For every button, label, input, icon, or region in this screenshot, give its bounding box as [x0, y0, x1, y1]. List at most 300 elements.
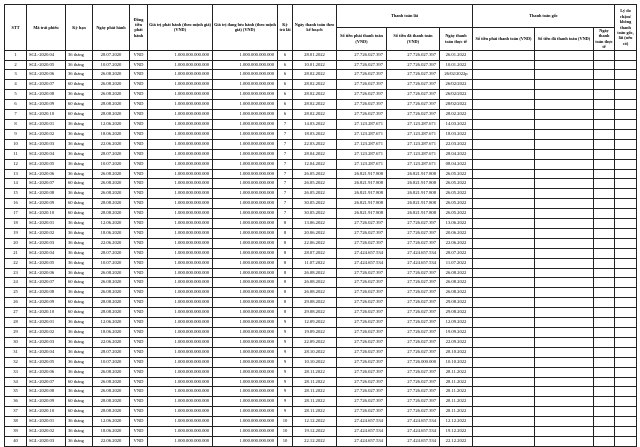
- interest-paid-cell: 27.726.027.397: [387, 367, 440, 377]
- currency-cell: VND: [130, 169, 148, 179]
- principal-due-cell: [473, 169, 535, 179]
- outstanding-value-cell: 1.000.000.000.000: [213, 199, 278, 209]
- principal-due-cell: [473, 268, 535, 278]
- principal-paid-cell: [535, 436, 594, 446]
- interest-actual-date-cell: 28.02.2022: [440, 110, 473, 120]
- planned-date-cell: 26.05.2022: [293, 189, 337, 199]
- table-row: [5, 60, 637, 70]
- principal-due-cell: [473, 119, 535, 129]
- interest-due-cell: 27.726.027.397: [337, 100, 387, 110]
- issued-value-cell: 1.000.000.000.000: [148, 80, 213, 90]
- bond-payment-table: [4, 4, 637, 447]
- delay-reason-cell: [615, 228, 637, 238]
- delay-reason-cell: [615, 139, 637, 149]
- bond-code-cell: SGL-2020.05: [27, 159, 66, 169]
- principal-due-cell: [473, 397, 535, 407]
- delay-reason-cell: [615, 149, 637, 159]
- issue-date-cell: 10.07.2020: [93, 357, 130, 367]
- header-interest-due: Số tiền phải thanh toán (VND): [337, 28, 387, 51]
- issue-date-cell: 26.08.2020: [93, 70, 130, 80]
- interest-period-cell: 7: [278, 119, 293, 129]
- outstanding-value-cell: 1.000.000.000.000: [213, 119, 278, 129]
- interest-paid-cell: 27.726.027.397: [387, 407, 440, 417]
- issued-value-cell: 1.000.000.000.000: [148, 100, 213, 110]
- stt-cell: 3: [5, 70, 27, 80]
- interest-due-cell: 27.726.027.397: [337, 80, 387, 90]
- interest-paid-cell: 26.821.917.808: [387, 209, 440, 219]
- issue-date-cell: 28.07.2020: [93, 248, 130, 258]
- delay-reason-cell: [615, 367, 637, 377]
- planned-date-cell: 26.05.2022: [293, 179, 337, 189]
- principal-due-cell: [473, 149, 535, 159]
- term-cell: 36 tháng: [66, 70, 93, 80]
- table-row: [5, 357, 637, 367]
- interest-due-cell: 27.424.657.534: [337, 436, 387, 446]
- interest-paid-cell: 27.123.287.671: [387, 129, 440, 139]
- planned-date-cell: 28.11.2022: [293, 397, 337, 407]
- interest-paid-cell: 27.726.027.397: [387, 219, 440, 229]
- interest-actual-date-cell: 28.07.2022: [440, 248, 473, 258]
- stt-cell: 12: [5, 159, 27, 169]
- header-planned-date: Ngày thanh toán theo kế hoạch: [293, 5, 337, 51]
- issued-value-cell: 1.000.000.000.000: [148, 179, 213, 189]
- issue-date-cell: 26.08.2020: [93, 189, 130, 199]
- principal-paid-cell: [535, 288, 594, 298]
- issue-date-cell: 10.07.2020: [93, 60, 130, 70]
- issued-value-cell: 1.000.000.000.000: [148, 298, 213, 308]
- issued-value-cell: 1.000.000.000.000: [148, 367, 213, 377]
- stt-cell: 29: [5, 328, 27, 338]
- header-interest-payment: Thanh toán lãi: [337, 5, 473, 28]
- term-cell: 60 tháng: [66, 199, 93, 209]
- principal-paid-cell: [535, 60, 594, 70]
- interest-paid-cell: 27.726.027.397: [387, 228, 440, 238]
- outstanding-value-cell: 1.000.000.000.000: [213, 169, 278, 179]
- principal-paid-cell: [535, 159, 594, 169]
- term-cell: 60 tháng: [66, 298, 93, 308]
- issued-value-cell: 1.000.000.000.000: [148, 308, 213, 318]
- table-row: [5, 110, 637, 120]
- issue-date-cell: 26.08.2020: [93, 268, 130, 278]
- interest-due-cell: 27.123.287.671: [337, 129, 387, 139]
- principal-actual-date-cell: [594, 258, 615, 268]
- currency-cell: VND: [130, 60, 148, 70]
- stt-cell: 35: [5, 387, 27, 397]
- interest-period-cell: 9: [278, 407, 293, 417]
- delay-reason-cell: [615, 179, 637, 189]
- interest-period-cell: 7: [278, 169, 293, 179]
- interest-actual-date-cell: 26.05.2022: [440, 199, 473, 209]
- principal-actual-date-cell: [594, 357, 615, 367]
- currency-cell: VND: [130, 149, 148, 159]
- stt-cell: 7: [5, 110, 27, 120]
- interest-due-cell: 27.726.027.397: [337, 278, 387, 288]
- interest-due-cell: 27.424.657.534: [337, 248, 387, 258]
- principal-paid-cell: [535, 258, 594, 268]
- currency-cell: VND: [130, 199, 148, 209]
- outstanding-value-cell: 1.000.000.000.000: [213, 278, 278, 288]
- interest-period-cell: 9: [278, 377, 293, 387]
- outstanding-value-cell: 1.000.000.000.000: [213, 436, 278, 446]
- planned-date-cell: 28.04.2022: [293, 149, 337, 159]
- issue-date-cell: 18.06.2020: [93, 328, 130, 338]
- bond-code-cell: SGL-2020.04: [27, 248, 66, 258]
- issue-date-cell: 26.08.2020: [93, 278, 130, 288]
- issue-date-cell: 28.08.2020: [93, 397, 130, 407]
- header-currency: Đồng tiền phát hành: [130, 5, 148, 51]
- issue-date-cell: 18.06.2020: [93, 427, 130, 437]
- term-cell: 60 tháng: [66, 209, 93, 219]
- planned-date-cell: 22.12.2022: [293, 436, 337, 446]
- outstanding-value-cell: 1.000.000.000.000: [213, 189, 278, 199]
- term-cell: 60 tháng: [66, 308, 93, 318]
- outstanding-value-cell: 1.000.000.000.000: [213, 60, 278, 70]
- stt-cell: 21: [5, 248, 27, 258]
- stt-cell: 37: [5, 407, 27, 417]
- principal-actual-date-cell: [594, 328, 615, 338]
- principal-paid-cell: [535, 228, 594, 238]
- currency-cell: VND: [130, 189, 148, 199]
- principal-due-cell: [473, 427, 535, 437]
- bond-code-cell: SGL-2020.09: [27, 199, 66, 209]
- delay-reason-cell: [615, 436, 637, 446]
- interest-paid-cell: 26.821.917.808: [387, 179, 440, 189]
- interest-actual-date-cell: 19.09.2022: [440, 328, 473, 338]
- issue-date-cell: 22.06.2020: [93, 139, 130, 149]
- principal-actual-date-cell: [594, 209, 615, 219]
- principal-due-cell: [473, 189, 535, 199]
- currency-cell: VND: [130, 337, 148, 347]
- principal-actual-date-cell: [594, 179, 615, 189]
- header-principal-paid: Số tiền đã thanh toán (VND): [535, 28, 594, 51]
- interest-due-cell: 27.123.287.671: [337, 139, 387, 149]
- delay-reason-cell: [615, 209, 637, 219]
- term-cell: 36 tháng: [66, 328, 93, 338]
- issued-value-cell: 1.000.000.000.000: [148, 288, 213, 298]
- planned-date-cell: 30.05.2022: [293, 199, 337, 209]
- interest-period-cell: 9: [278, 328, 293, 338]
- table-row: [5, 169, 637, 179]
- issue-date-cell: 28.08.2020: [93, 308, 130, 318]
- bond-code-cell: SGL-2020.09: [27, 397, 66, 407]
- interest-due-cell: 27.424.657.534: [337, 258, 387, 268]
- planned-date-cell: 10.01.2022: [293, 60, 337, 70]
- table-row: [5, 328, 637, 338]
- interest-due-cell: 27.123.287.671: [337, 159, 387, 169]
- stt-cell: 8: [5, 119, 27, 129]
- outstanding-value-cell: 1.000.000.000.000: [213, 387, 278, 397]
- delay-reason-cell: [615, 119, 637, 129]
- principal-due-cell: [473, 100, 535, 110]
- bond-code-cell: SGL-2020.02: [27, 328, 66, 338]
- principal-due-cell: [473, 436, 535, 446]
- delay-reason-cell: [615, 318, 637, 328]
- delay-reason-cell: [615, 377, 637, 387]
- principal-paid-cell: [535, 347, 594, 357]
- interest-paid-cell: 27.726.027.397: [387, 337, 440, 347]
- interest-due-cell: 27.726.027.397: [337, 70, 387, 80]
- interest-period-cell: 6: [278, 50, 293, 60]
- principal-paid-cell: [535, 328, 594, 338]
- principal-actual-date-cell: [594, 139, 615, 149]
- interest-period-cell: 7: [278, 189, 293, 199]
- issue-date-cell: 12.06.2020: [93, 318, 130, 328]
- delay-reason-cell: [615, 219, 637, 229]
- delay-reason-cell: [615, 417, 637, 427]
- interest-period-cell: 7: [278, 159, 293, 169]
- principal-due-cell: [473, 367, 535, 377]
- planned-date-cell: 30.05.2022: [293, 209, 337, 219]
- delay-reason-cell: [615, 248, 637, 258]
- currency-cell: VND: [130, 407, 148, 417]
- issued-value-cell: 1.000.000.000.000: [148, 209, 213, 219]
- interest-period-cell: 7: [278, 179, 293, 189]
- table-row: [5, 427, 637, 437]
- principal-actual-date-cell: [594, 119, 615, 129]
- issued-value-cell: 1.000.000.000.000: [148, 407, 213, 417]
- currency-cell: VND: [130, 80, 148, 90]
- interest-period-cell: 6: [278, 100, 293, 110]
- interest-due-cell: 27.726.027.397: [337, 298, 387, 308]
- issue-date-cell: 22.06.2020: [93, 337, 130, 347]
- stt-cell: 33: [5, 367, 27, 377]
- interest-period-cell: 10: [278, 417, 293, 427]
- bond-code-cell: SGL-2020.05: [27, 357, 66, 367]
- interest-actual-date-cell: 28.11.2022: [440, 397, 473, 407]
- bond-code-cell: SGL-2020.06: [27, 367, 66, 377]
- term-cell: 36 tháng: [66, 119, 93, 129]
- stt-cell: 34: [5, 377, 27, 387]
- issued-value-cell: 1.000.000.000.000: [148, 50, 213, 60]
- interest-paid-cell: 27.726.027.397: [387, 298, 440, 308]
- principal-paid-cell: [535, 248, 594, 258]
- interest-paid-cell: 27.726.027.397: [387, 238, 440, 248]
- outstanding-value-cell: 1.000.000.000.000: [213, 407, 278, 417]
- term-cell: 36 tháng: [66, 139, 93, 149]
- interest-due-cell: 27.726.027.397: [337, 347, 387, 357]
- interest-actual-date-cell: 26.08.2022: [440, 288, 473, 298]
- interest-paid-cell: 27.424.657.534: [387, 258, 440, 268]
- interest-actual-date-cell: 26.08.2022: [440, 268, 473, 278]
- issued-value-cell: 1.000.000.000.000: [148, 90, 213, 100]
- interest-period-cell: 8: [278, 258, 293, 268]
- outstanding-value-cell: 1.000.000.000.000: [213, 377, 278, 387]
- table-row: [5, 129, 637, 139]
- principal-paid-cell: [535, 417, 594, 427]
- principal-actual-date-cell: [594, 367, 615, 377]
- principal-paid-cell: [535, 149, 594, 159]
- interest-due-cell: 27.123.287.671: [337, 119, 387, 129]
- bond-code-cell: SGL-2020.03: [27, 238, 66, 248]
- principal-paid-cell: [535, 169, 594, 179]
- issue-date-cell: 26.08.2020: [93, 288, 130, 298]
- outstanding-value-cell: 1.000.000.000.000: [213, 110, 278, 120]
- term-cell: 36 tháng: [66, 228, 93, 238]
- issued-value-cell: 1.000.000.000.000: [148, 169, 213, 179]
- header-principal-payment: Thanh toán gốc: [473, 5, 615, 28]
- bond-code-cell: SGL-2020.05: [27, 258, 66, 268]
- interest-due-cell: 27.726.027.397: [337, 238, 387, 248]
- interest-period-cell: 8: [278, 268, 293, 278]
- principal-actual-date-cell: [594, 347, 615, 357]
- outstanding-value-cell: 1.000.000.000.000: [213, 139, 278, 149]
- interest-due-cell: 27.726.027.397: [337, 50, 387, 60]
- table-row: [5, 159, 637, 169]
- planned-date-cell: 28.11.2022: [293, 377, 337, 387]
- currency-cell: VND: [130, 427, 148, 437]
- planned-date-cell: 19.09.2022: [293, 328, 337, 338]
- planned-date-cell: 28.02.2022: [293, 80, 337, 90]
- principal-due-cell: [473, 139, 535, 149]
- term-cell: 36 tháng: [66, 258, 93, 268]
- principal-due-cell: [473, 228, 535, 238]
- interest-due-cell: 27.726.027.397: [337, 308, 387, 318]
- issue-date-cell: 10.07.2020: [93, 258, 130, 268]
- currency-cell: VND: [130, 258, 148, 268]
- currency-cell: VND: [130, 139, 148, 149]
- bond-code-cell: SGL-2020.04: [27, 347, 66, 357]
- interest-period-cell: 8: [278, 228, 293, 238]
- delay-reason-cell: [615, 387, 637, 397]
- stt-cell: 32: [5, 357, 27, 367]
- bond-code-cell: SGL-2020.01: [27, 219, 66, 229]
- interest-period-cell: 8: [278, 298, 293, 308]
- interest-actual-date-cell: 22.09.2022: [440, 337, 473, 347]
- term-cell: 36 tháng: [66, 60, 93, 70]
- interest-actual-date-cell: 29.08.2022: [440, 308, 473, 318]
- principal-actual-date-cell: [594, 60, 615, 70]
- interest-due-cell: 27.123.287.671: [337, 149, 387, 159]
- principal-paid-cell: [535, 199, 594, 209]
- interest-paid-cell: 27.726.027.397: [387, 278, 440, 288]
- issued-value-cell: 1.000.000.000.000: [148, 149, 213, 159]
- issued-value-cell: 1.000.000.000.000: [148, 427, 213, 437]
- bond-code-cell: SGL-2020.03: [27, 139, 66, 149]
- interest-paid-cell: 27.123.287.671: [387, 159, 440, 169]
- delay-reason-cell: [615, 268, 637, 278]
- principal-due-cell: [473, 70, 535, 80]
- currency-cell: VND: [130, 288, 148, 298]
- interest-paid-cell: 27.726.027.397: [387, 377, 440, 387]
- issue-date-cell: 28.08.2020: [93, 298, 130, 308]
- principal-due-cell: [473, 288, 535, 298]
- principal-due-cell: [473, 258, 535, 268]
- interest-due-cell: 27.726.027.397: [337, 60, 387, 70]
- stt-cell: 36: [5, 397, 27, 407]
- interest-period-cell: 10: [278, 427, 293, 437]
- table-row: [5, 209, 637, 219]
- planned-date-cell: 26.05.2022: [293, 169, 337, 179]
- planned-date-cell: 29.08.2022: [293, 308, 337, 318]
- principal-due-cell: [473, 407, 535, 417]
- bond-payment-report: [4, 4, 636, 447]
- interest-paid-cell: 27.726.000.000: [387, 357, 440, 367]
- principal-paid-cell: [535, 377, 594, 387]
- delay-reason-cell: [615, 407, 637, 417]
- outstanding-value-cell: 1.000.000.000.000: [213, 129, 278, 139]
- stt-cell: 11: [5, 149, 27, 159]
- principal-due-cell: [473, 179, 535, 189]
- bond-code-cell: SGL-2020.01: [27, 318, 66, 328]
- issue-date-cell: 22.06.2020: [93, 436, 130, 446]
- planned-date-cell: 12.04.2022: [293, 159, 337, 169]
- planned-date-cell: 22.09.2022: [293, 337, 337, 347]
- delay-reason-cell: [615, 189, 637, 199]
- stt-cell: 40: [5, 436, 27, 446]
- principal-actual-date-cell: [594, 238, 615, 248]
- planned-date-cell: 28.02.2022: [293, 100, 337, 110]
- principal-actual-date-cell: [594, 436, 615, 446]
- principal-paid-cell: [535, 189, 594, 199]
- stt-cell: 16: [5, 199, 27, 209]
- bond-code-cell: SGL-2020.06: [27, 70, 66, 80]
- interest-actual-date-cell: 26/02/2022p: [440, 70, 473, 80]
- stt-cell: 2: [5, 60, 27, 70]
- table-row: [5, 347, 637, 357]
- currency-cell: VND: [130, 159, 148, 169]
- principal-due-cell: [473, 387, 535, 397]
- planned-date-cell: 28.11.2022: [293, 407, 337, 417]
- issue-date-cell: 26.08.2020: [93, 179, 130, 189]
- issued-value-cell: 1.000.000.000.000: [148, 219, 213, 229]
- outstanding-value-cell: 1.000.000.000.000: [213, 70, 278, 80]
- interest-paid-cell: 27.726.027.397: [387, 347, 440, 357]
- bond-code-cell: SGL-2020.10: [27, 209, 66, 219]
- delay-reason-cell: [615, 347, 637, 357]
- term-cell: 60 tháng: [66, 377, 93, 387]
- bond-code-cell: SGL-2020.06: [27, 169, 66, 179]
- principal-paid-cell: [535, 100, 594, 110]
- interest-actual-date-cell: 28.10.2022: [440, 347, 473, 357]
- principal-paid-cell: [535, 129, 594, 139]
- bond-code-cell: SGL-2020.07: [27, 80, 66, 90]
- principal-actual-date-cell: [594, 70, 615, 80]
- bond-code-cell: SGL-2020.02: [27, 427, 66, 437]
- interest-paid-cell: 27.726.027.397: [387, 80, 440, 90]
- planned-date-cell: 12.09.2022: [293, 318, 337, 328]
- stt-cell: 39: [5, 427, 27, 437]
- header-delay-reason: Lý do chậm/ không thanh toán gốc, lãi (nếu có): [615, 5, 637, 51]
- bond-code-cell: SGL-2020.08: [27, 288, 66, 298]
- interest-period-cell: 6: [278, 60, 293, 70]
- outstanding-value-cell: 1.000.000.000.000: [213, 90, 278, 100]
- currency-cell: VND: [130, 219, 148, 229]
- interest-paid-cell: 26.821.917.808: [387, 189, 440, 199]
- term-cell: 60 tháng: [66, 179, 93, 189]
- table-row: [5, 387, 637, 397]
- interest-actual-date-cell: 11.07.2022: [440, 258, 473, 268]
- currency-cell: VND: [130, 110, 148, 120]
- header-outstanding-value: Giá trị đang lưu hành (theo mệnh giá) (VND): [213, 5, 278, 51]
- stt-cell: 15: [5, 189, 27, 199]
- planned-date-cell: 28.11.2022: [293, 387, 337, 397]
- planned-date-cell: 28.01.2022: [293, 50, 337, 60]
- delay-reason-cell: [615, 80, 637, 90]
- issued-value-cell: 1.000.000.000.000: [148, 70, 213, 80]
- interest-actual-date-cell: 13.06.2022: [440, 219, 473, 229]
- outstanding-value-cell: 1.000.000.000.000: [213, 417, 278, 427]
- outstanding-value-cell: 1.000.000.000.000: [213, 149, 278, 159]
- interest-due-cell: 27.726.027.397: [337, 377, 387, 387]
- principal-paid-cell: [535, 179, 594, 189]
- planned-date-cell: 29.08.2022: [293, 298, 337, 308]
- outstanding-value-cell: 1.000.000.000.000: [213, 80, 278, 90]
- interest-period-cell: 8: [278, 238, 293, 248]
- currency-cell: VND: [130, 238, 148, 248]
- planned-date-cell: 14.03.2022: [293, 119, 337, 129]
- outstanding-value-cell: 1.000.000.000.000: [213, 367, 278, 377]
- interest-actual-date-cell: 14.03.2022: [440, 119, 473, 129]
